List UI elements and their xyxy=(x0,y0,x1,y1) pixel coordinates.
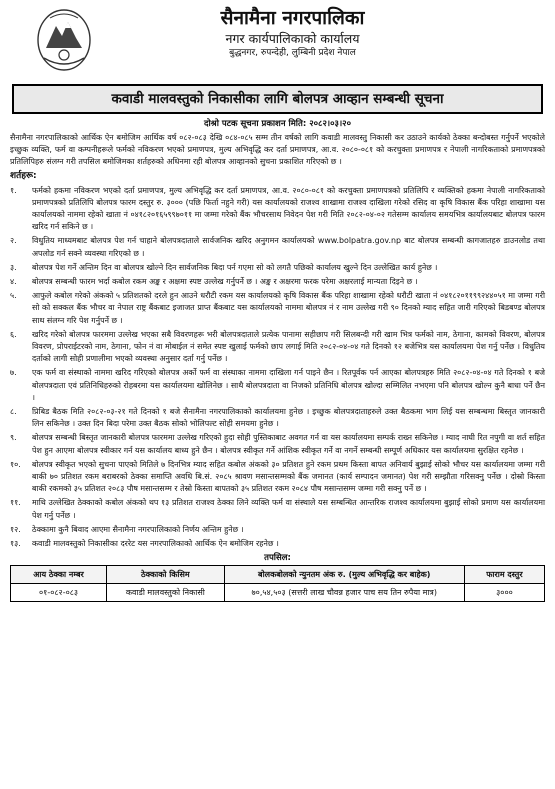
letterhead xyxy=(10,4,545,82)
office-name: नगर कार्यपालिकाको कार्यालय xyxy=(225,31,360,46)
term-text: बोलपत्र स्वीकृत भएको सुचना पाएको मितिले ७ दिनभित्र म्याद सहित कबोल अंकको ३० प्रतिशत हुने रकम प्रथम किस्ता बापत अनिवार्य बुझाई सोको भौचर यस कार्यालयमा जम्मा गरी बाकी ७० प्रतिशत रकम बराबरको ठेक्का समाप्ति अवधि बि.सं. २०८५ श्रावण मसान्तसम्मको बैंक जमानत (कार्य सम्पादन जमानत) पेश गरी सम्झौता गरिसक्नु पर्नेछ । दोस्रो किस्ता बाकी रकमको ३५ प्रतिशत २०८३ पौष मसान्तसम्म र तेस्रो किस्ता बापतको ३५ प्रतिशत रकम २०८४ पौष मसान्तसम्म जम्मा गरी सक्नु पर्ने छ । xyxy=(32,459,545,494)
table-header-row xyxy=(11,566,545,584)
notice-title: कवाडी मालवस्तुको निकासीका लागि बोलपत्र आव्हान सम्बन्धी सूचना xyxy=(12,84,543,114)
term-item xyxy=(10,235,545,259)
term-item xyxy=(10,185,545,234)
term-item xyxy=(10,406,545,430)
table-caption: तपसिल: xyxy=(264,553,291,564)
term-item xyxy=(10,459,545,496)
terms-list xyxy=(10,185,545,551)
table-row xyxy=(11,584,545,602)
term-text: प्रिबिड बैठक मिति २०८२-०३-२१ गते दिनको १ बजे सैनामैना नगरपालिकाको कार्यालयमा हुनेछ । इच्छुक बोलपत्रदाताहरुले उक्त बैठकमा भाग लिई यस सम्बन्धमा बिस्तृत जानकारी लिन सकिनेछ । उक्त दिन बिदा परेमा उक्त बैठक सोको भोलिपल्ट सोही समयमा हुनेछ । xyxy=(32,407,545,429)
term-number: ४. xyxy=(10,277,17,287)
term-number: ८. xyxy=(10,407,17,417)
intro-paragraph: सैनामैना नगरपालिकाको आर्थिक ऐन बमोजिम आर्थिक वर्ष ०८२-०८३ देखि ०८४-०८५ सम्म तीन वर्षको लागि कवाडी मालवस्तु निकासी कर उठाउने कार्यको ठेक्का बन्दोबस्त गर्नुपर्ने भएकोले इच्छुक व्यक्ति, फर्म वा कम्पनीहरूले फर्मको नविकरण भएको प्रमाणपत्र, मुल्य अभिवृद्धि कर दर्ता प्रमाणपत्र, आ.व. २०८०-०८१ को करचुक्ता प्रमाणपत्र र नेपाली नागरिकताको प्रमाणपत्रको प्रतिलिपिहरु संलग्न गरी तपसिल बमोजिमका शर्तहरुको अधिनमा रही बोलपत्र आव्हानको सुचना प्रकाशित गरिएको छ । xyxy=(10,133,545,167)
publication-date: दोश्रो पटक सूचना प्रकाशन मिति: २०८२।०३।२० xyxy=(203,119,352,129)
term-number: ९. xyxy=(10,433,17,443)
term-number: ११. xyxy=(10,498,21,508)
term-number: १. xyxy=(10,185,17,195)
terms-heading: शर्तहरू: xyxy=(10,170,37,181)
term-item xyxy=(10,276,545,288)
term-item xyxy=(10,262,545,274)
table-cell: ३००० xyxy=(464,584,544,602)
term-text: माथि उल्लेखित ठेक्काको कबोल अंकको थप १३ प्रतिशत राजश्व ठेक्का लिने व्यक्ति फर्म वा संस्थाले यस सम्बन्धित आन्तरिक राजश्व कार्यालयमा बुझाई सोको प्रमाण यस कार्यालयमा पेश गर्नु पर्नेछ । xyxy=(32,498,545,520)
column-header: ठेक्काको किसिम xyxy=(107,566,224,584)
term-item xyxy=(10,432,545,456)
column-header: बोलकबोलको न्युनतम अंक रु. (मुल्य अभिवृद्धि कर बाहेक) xyxy=(224,566,464,584)
term-number: १०. xyxy=(10,459,21,469)
table-cell: ०१-०८२-०८३ xyxy=(11,584,107,602)
term-text: आफुले कबोल गरेको अंकको ५ प्रतिशतको दरले हुन आउने धरौटी रकम यस कार्यालयको कृषि विकास बैंक परिहा शाखामा रहेको धरौटी खाता नं ०४१८२०११९९२४४०५१ मा जम्मा गरी सो को सक्कल बैंक भौचर वा नेपाल राष्ट्र बैंकबाट इजाजत प्राप्त बैंकबाट यस कार्यालयको नाममा बोलपत्र नं र नाम उल्लेख गरी ९० दिनको म्याद सहित जारी गरिएको बिडबण्ड बोलपत्र साथ संलग्न गरि पेश गर्नुपर्ने छ । xyxy=(32,291,545,325)
term-number: १३. xyxy=(10,539,21,549)
column-header: फाराम दस्तुर xyxy=(464,566,544,584)
term-item xyxy=(10,367,545,404)
term-text: एक फर्म वा संस्थाको नाममा खरिद गरिएको बोलपत्र अर्को फर्म वा संस्थाका नाममा दाखिला गर्न पाइने छैन । रितपूर्वक पर्न आएका बोलपत्रहरु मिति २०८२-०४-०४ गते दिनको १ बजे बोलपत्रदाता एवं प्रतिनिधिहरुको रोहबरमा यस कार्यालयमा खोलिनेछ । साथै बोलपत्रदाता वा निजको प्रतिनिधि बोलपत्र खोल्दा सम्मिलित नभएमा पनि बोलपत्र खोल्न कुनै बाधा पर्ने छैन । xyxy=(32,368,545,402)
term-text: बोलपत्र सम्बन्धी फारम भर्दा कबोल रकम अङ्क र अक्षमा स्पष्ट उल्लेख गर्नुपर्ने छ । अङ्क र अक्षरमा फरक परेमा अक्षरलाई मान्यता दिइने छ । xyxy=(32,277,418,287)
term-item xyxy=(10,497,545,521)
term-number: ६. xyxy=(10,329,17,339)
term-text: कवाडी मालवस्तुको निकासीका दररेट यस नगरपालिकाको आर्थिक ऐन बमोजिम रहनेछ । xyxy=(32,539,279,549)
term-item xyxy=(10,524,545,536)
term-item xyxy=(10,290,545,327)
term-number: २. xyxy=(10,236,17,246)
term-number: १२. xyxy=(10,524,21,534)
column-header: आय ठेक्का नम्बर xyxy=(11,566,107,584)
term-text: ठेक्कामा कुनै बिवाद आएमा सैनामैना नगरपालिकाको निर्णय अन्तिम हुनेछ । xyxy=(32,524,244,534)
term-text: बोलपत्र सम्बन्धी बिस्तृत जानकारी बोलपत्र फारममा उल्लेख गरिएको हुदा सोही पुस्तिकाबाट अवगत गर्न वा यस कार्यालयमा सम्पर्क राख्न सकिनेछ । म्याद नाघी रित नपुगी वा शर्त सहित पेश हुन आएमा बोलपत्र स्वीकार गर्न यस कार्यालय बाध्य हुने छैन । बोलपत्र स्वीकृत गर्ने आंशिक स्वीकृत गर्ने वा नगर्ने सम्बन्धी सम्पूर्ण अधिकार यस कार्यालयमा सुरक्षित रहनेछ । xyxy=(32,433,545,455)
org-name: सैनामैना नगरपालिका xyxy=(220,7,365,29)
term-text: फर्मको हकमा नविकरण भएको दर्ता प्रमाणपत्र, मुल्य अभिवृद्धि कर दर्ता प्रमाणपत्र, आ.व. २०८०-०८१ को करचुक्ता प्रमाणपत्रको प्रतिलिपि र व्यक्तिको हकमा नेपाली नागरिकताको प्रमाणपत्रको प्रतिलिपि बोलपत्र फारम दस्तुर रु. ३००० (पछि फिर्ता नहुने गरी) यस कार्यालयको राजश्व शाखामा राजश्व दाखिला गरेको रसिद वा कृषि विकास बैंक परिहा शाखामा यस कार्यालयको नाममा रहेको खाता नं ०४१८२०१६५९९७०११ मा जम्मा गरेको बैंक भौचरसाथ निवेदन पेश गरी मिति २०८२-०४-०२ गतेसम्म कार्यालय समयभित्र कार्यालयबाट बोलपत्र फारम खरिद गर्न सकिने छ । xyxy=(32,185,545,232)
term-number: ५. xyxy=(10,291,17,301)
contract-table xyxy=(10,565,545,602)
term-number: ३. xyxy=(10,262,17,272)
table-cell: ७०,५४,५०३ (सत्तरी लाख चौवन्न हजार पाच सय तिन रुपैया मात्र) xyxy=(224,584,464,602)
term-item xyxy=(10,329,545,366)
term-text: बोलपत्र पेश गर्ने अन्तिम दिन वा बोलपत्र खोल्ने दिन सार्वजनिक बिदा पर्न गएमा सो को लगतै पछिको कार्यालय खुल्ने दिन उल्लेखित कार्य हुनेछ । xyxy=(32,262,438,272)
term-item xyxy=(10,538,545,550)
office-address: बुद्धनगर, रुपन्देही, लुम्बिनी प्रदेश नेपाल xyxy=(229,48,356,58)
term-number: ७. xyxy=(10,368,17,378)
table-cell: कवाडी मालवस्तुको निकासी xyxy=(107,584,224,602)
term-text: खरिद गरेको बोलपत्र फारममा उल्लेख भएका सबै विवरणहरू भरी बोलपत्रदाताले प्रत्येक पानामा सहीछाप गरी सिलबन्दी गरी खाम भित्र फर्मको नाम, ठेगाना, कामको विवरण, बोलपत्र विवरण, प्रोपराईटरको नाम, ठेगाना, फोन नं वा मोबाईल नं समेत स्पष्ट खुलाई फर्मको छाप लगाई मिति २०८२-०४-०४ गते दिनको १२ बजेभित्र यस कार्यालयमा पेश गर्नु पर्नेछ । विधुतिय दर्ताको लागी सोही प्रणालीमा भएको व्यवस्था अनुसार दर्ता गर्नु पर्नेछ । xyxy=(32,329,545,364)
term-text: विधुतिय माध्यमबाट बोलपत्र पेश गर्न चाहाने बोलपत्रदाताले सार्वजनिक खरिद अनुगमन कार्यालयको www.bolpatra.gov.np बाट बोलपत्र सम्बन्धी कागजातहरु डाउनलोड तथा अपलोड गर्न सक्ने व्यवस्था गरिएको छ । xyxy=(32,236,545,258)
